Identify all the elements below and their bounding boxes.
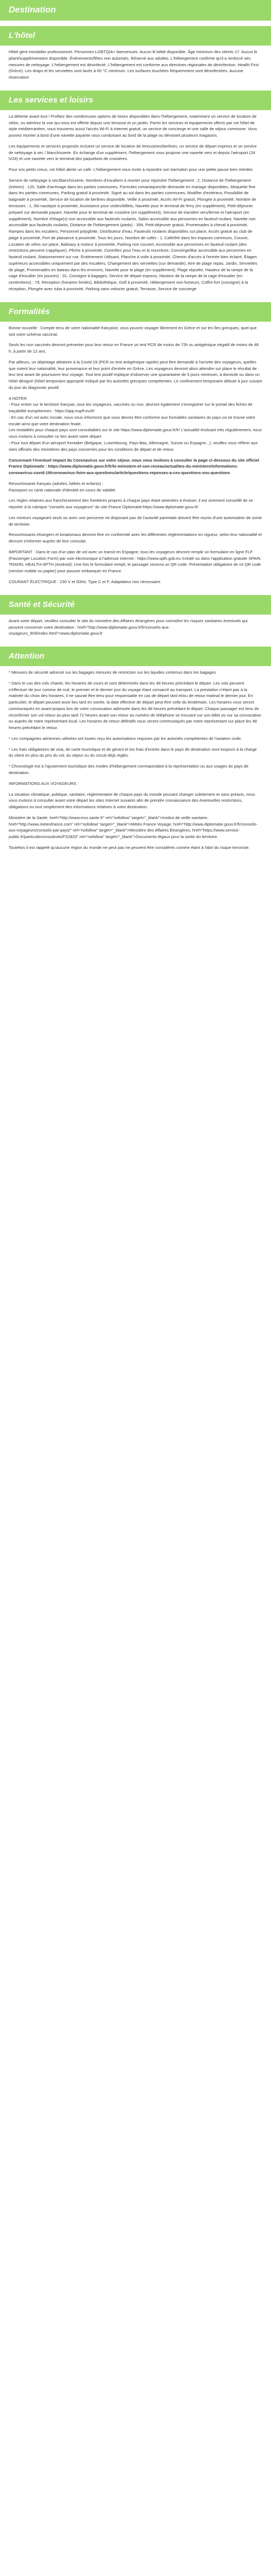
attention-item-1: * Mesures de sécurité adressé sur les bagages mesures de restriction sur les liquides contenus dans les bagages. bbox=[9, 670, 217, 675]
sante-title: Santé et Sécurité bbox=[0, 595, 271, 615]
formalites-paragraph-3: Par ailleurs, un dépistage aléatoire à la Covid-19 (PCR ou test antigénique rapide) peut être demandé à l'arrivée des voyageurs, quelles que soient leur nationalité, leur provenance et leur point d'entrée en Grèce. Les voyageurs devront alors attendre sur place le résultat de leur test avant de poursuivre leur voyage. Tout test positif implique d'observer une quarantaine de 5 jours minimum, à domicile ou dans un hôtel désigné (hôtel temporaire approprié indiqué par les autorités grecques compétentes. Le confinement temporaire débute à jour suivant du jour du diagnostic positif. bbox=[9, 359, 262, 390]
hotel-paragraph: Hôtel géré inmobilier professionnel. Personnes LGBTQIA+ bienvenues. Aucun lit bébé disponible. Âge minimum des clients 17. Aucun lit pliant/supplémentaire disponible. Événements/fêtes non autorisés. Réservé aux adultes. L'hébergement confirme qu'il a renforcé ses mesures de nettoyage. L'hébergement est désinfecté. L'hébergement est conforme aux directives régionales de désinfection. Health First (Grèce). Les draps et les serviettes sont lavés à 60 °C minimum. Les surfaces touchées fréquemment sont désinfectées. Aucune réservation bbox=[9, 49, 259, 80]
attention-section bbox=[0, 666, 271, 861]
attention-item-3: * Les compagnies aériennes utilisées ont toutes reçu les autorisations requises par les autorités compétentes de l'aviation civile. bbox=[9, 736, 242, 741]
formalites-paragraph-9: Ressortissants étrangers et binationaux devront être en conformité avec les différentes réglementations en vigueur, selon leur nationalité et devront s'informer auprès de leur consulat. bbox=[9, 532, 262, 544]
formalites-paragraph-6: Ressortissants français (adultes, bébés et enfants) : Passeport ou carte nationale d'identité en cours de validité. bbox=[9, 481, 117, 493]
formalites-paragraph-1: Bonne nouvelle : Compte tenu de votre nationalité française, vous pouvez voyager librement en Grèce et sur les îles grecques, quel que soit votre schéma vaccinal. bbox=[9, 325, 257, 337]
formalites-paragraph-4: A NOTER - Pour entrer sur le territoire français, tous les voyageurs, vaccinés ou non, devront également s'enregistrer sur le portail des fiches de traçabilité européennes : https://app.euplf.eu/#/ - En cas d'un vol avec escale, nous vous informons que vous devrez être conforme aux formalités sanitaires du pays où se trouve votre escale ainsi que votre destination finale. Les modalités pour chaque pays sont consultables sur le site https://www.diplomatie.gouv.fr/fr/ L'actualité évoluant très régulièrement, nous vous invitons à consulter ce lien avant votre départ. - Pour tout départ d'un aéroport frontalier (Belgique, Luxembourg, Pays-Bas, Allemagne, Suisse ou Espagne...), veuillez vous référer aux sites officiels des ministères des pays concernés pour les conditions de départ et de retour. bbox=[9, 395, 262, 452]
attention-title: Attention bbox=[0, 647, 271, 666]
services-paragraph-4: Service de nettoyage à sec/blanchisserie, Nombres d'escaliers à monter pour rejoindre l'hébergement : 2, Distance de l'hébergement (mètres) : 120, Salle d'arrimage dans les parties communes, Formules romantiques/de demande en mariage disponibles, Moquette fine dans les parties communes, Parking gratuit à proximité, Signé au sol dans les parties communes, Modifier d'extérieur, Possibilité de baignade à proximité, Service de location de berlines disponible, Veille à proximité, Accès Wi-Fi gratuit, Plongée à proximité, Nombre de terrasses : 1, Ski nautique à proximité, Assistance pour visites/billets, Navette pour le terminal de ferry (en supplément), Petit-déjeuner préparé sur demande payant, Navette pour le terminal de croisière (en supplément), Service de transfert vers/ferme et l'aéroport (en supplément), Nombre d'étage(s) non accessible aux fauteuils roulants, Salon accessible aux personnes en fauteuil roulant, Navette non accessible aux fauteuils roulants, Distance de l'hébergement (pieds) : 394, Petit-déjeuner gratuit, Promenades à cheval à proximité, Rampes dans les escaliers, Personnel polyglotte, Distributeur d'eau, Fauteuils roulants disponibles sur place, Accès gratuit au club de plage à proximité, Port de plaisance à proximité, Tous les jours, Nombre de cafés : 1, Café/thé dans les espaces communs, Couvre, Location de vélos sur place, Balisazy à moteur à proximité, Parking non couvert, Accessible aux personnes en fauteuil roulant (des restrictions peuvent s'appliquer), Pêche à proximité, Contrôles pour l'eau et la nourriture, Concierge/Bar accessible aux personnes en fauteuil roulant, Stationnement sur rue, Entièrement Utilisant, Planche à voile à proximité, Chemin d'accès à l'entrée bien éclairé, Étages supérieurs accessibles uniquement par des escaliers, Changement des serviettes (sur demande), Aire de plage repas, Jardin, Serviettes de plage, Promenades en bateau dans les environs, Navette pour la plage (en supplément), Plage réputée, Hauteur de la rampe de la cage d'escalier (en pouces) : 31, Consigne à bagages, Service de départ express, Hauteur de la rampe de la cage d'escalier (en centimètres) : 79, Réception (horaires limités), Bibliothèque, Golf à proximité, Hébergement non-fumeurs, Coffre-fort (consigne) à la réception, Plongée avec tuba à proximité, Parking sans voiturier gratuit, Terrasse, Service de concierge bbox=[9, 177, 257, 291]
attention-links-paragraph: Ministère de la Santé, href="http://www.invs.sante.fr" rel="nofollow" target="_blank">Institut de veille sanitaire, href="http://www.meteofrance.com" rel="nofollow" target="_blank">Météo France Voyage, href="http://www.diplomatie.gouv.fr/fr/conseils-aux-voyageurs/conseils-par-pays/" rel="nofollow" target="_blank">Ministère des Affaires Étrangères, href="https://www.service-public.fr/particuliers/vosdroits/F32833" rel="nofollow" target="_blank">Documents légaux pour la sortie du territoire. bbox=[9, 815, 258, 840]
sante-paragraph: Avant votre départ, veuillez consulter le site du ministère des Affaires étrangères pour connaître les risques sanitaires éventuels qui peuvent concerner votre destination : href="http://www.diplomatie.gouv.fr/fr/conseils-aux-voyageurs_909/index.html">www.diplomatie.gouv.fr bbox=[9, 618, 248, 636]
sante-section bbox=[0, 615, 271, 647]
formalites-paragraph-5: Concernant l'éventuel impact du Coronavirus sur votre séjour, nous vous invitons à consulter la page ci-dessous du site officiel France Diplomatie : https://www.diplomatie.gouv.fr/fr/le-ministere-et-son-reseau/actualites-du-ministere/informations-coronavirus-covid-19/coronavirus-foire-aux-questions/article/questions-reponses-a-ces-questions-vos-questions bbox=[9, 457, 260, 476]
hotel-title: L'hôtel bbox=[0, 26, 271, 46]
formalites-section bbox=[0, 322, 271, 595]
formalites-paragraph-2: Seuls les non vaccinés devront présenter pour leur retour en France un test PCR de moins de 72h ou antigénique négatif de moins de 48 h, à partir de 12 ans. bbox=[9, 342, 259, 354]
formalites-paragraph-7: Les règles relatives aux franchissement des frontières propres à chaque pays étant amenées à évoluer, il est vivement conseillé de se reporter à la rubrique "conseils aux voyageurs" du site France Diplomatie:https://www.diplomatie.gouv.fr/ bbox=[9, 498, 253, 510]
attention-item-5: * Chronologie est à l'ajustement touristique des modes d'hébergement correspondant à la représentation ou aux usages du pays de destination. bbox=[9, 764, 249, 776]
services-section bbox=[0, 110, 271, 302]
hotel-section bbox=[0, 46, 271, 91]
attention-item-4: * Les frais obligatoires de visa, de carte touristique et de gérant et les frais d'entrée dans le pays de destination sont toujours à la charge du client en plus du prix du vol, du séjour ou du circuit déjà réglés. bbox=[9, 746, 257, 758]
attention-item-2: * Dans le cas des vols charter, les horaires de cours et sont déterminés dans les 48 heures précédant le départ. Les vols peuvent s'effectuer de jour comme de nuit, le premier et le dernier jour du voyage étant consacré au transport. La prestation n'étant pas à la matinée du choix des horaires, il ne saurait être tenu pour responsable en cas de départ tard et/ou de retour matinal le dernier jour. En particulier, le départ pouvant avoir lieu tard en soirée, la date effective de départ peut être celle du lendemain. Les horaires vous seront communiqués en avant-propos lors de votre convocation adressée dans les 48 heures précédant le départ. Chaque passager est tenu de reconfirmer son vol retour au plus tard 72 heures avant son retour au numéro de téléphone se trouvant sur son billet ou sur sa convocation ou auprès de notre représentant local. Les horaires de retour définitifs vous seront communiqués par notre représentant sur place les 48 heures précédant le retour. bbox=[9, 680, 262, 731]
page bbox=[0, 0, 271, 861]
services-paragraph-2: Les équipements et services proposés incluent un service de location de limousines/berlines, un service de départ express et un service de nettoyage à sec / blanchisserie. En échange d'un supplément, l'hébergement vous propose une navette vers et depuis l'aéroport (24 h/24) et une navette vers le terminal des paquebots de croisières. bbox=[9, 143, 257, 162]
attention-footer-paragraph: Toutefois il est rappelé qu'aucune région du monde ne peut pas ne peuvent être considérés comme étant à l'abri du risque terroriste. bbox=[9, 845, 250, 850]
services-paragraph-3: Pour vos petits creux, cet hôtel abrite un café. L'hébergement vous invite à rejoindre son bar/salon pour une petite pause bien méritée. bbox=[9, 167, 254, 172]
formalites-paragraph-8: Les mineurs voyageant seuls ou avec une personne ne disposant pas de l'autorité parentale doivent être munis d'une autorisation de sortie de territoire. bbox=[9, 515, 262, 527]
services-title: Les services et loisirs bbox=[0, 91, 271, 110]
attention-info-paragraph: La situation climatique, politique, sanitaire, réglementaire de chaque pays du monde pouvant changer subitement et sans préavis, nous vous invitons à consulter avant votre départ les sites Internet suivants afin de prendre connaissance des éventuelles restrictions, obligations ou tout simplement des informations relatives à votre destination. bbox=[9, 791, 255, 810]
formalites-title: Formalités bbox=[0, 302, 271, 322]
destination-header: Destination bbox=[0, 0, 271, 21]
attention-info-title: INFORMATIONS AUX VOYAGEURS : bbox=[9, 781, 79, 786]
formalites-paragraph-10: IMPORTANT : Dans le cas d'un plan de vol avec un transit en Espagne, tous les voyageurs devront remplir un formulaire en ligne FLF (Passenger Location Form) par voie électronique à l'adresse internet : https://www.spth.gob.es /créalé ou dans l'application gratuite SPAIN TRAVEL HEALTH-SPTH (Android). Une fois le formulaire rempli, le passager recevra un QR code. Présentation obligatoire de ce QR code (version mobile ou papier) pour pouvoir embarquer en France. bbox=[9, 549, 261, 574]
services-paragraph-1: La détente avant tout ! Profitez des nombreuses options de loisirs disponibles dans l'hébergement, notamment un service de location de vélos, ou admirez la vue qui vous est offerte depuis une terrasse et un jardin. Parmi les services et équipements offerts par cet hôtel de style méditerranéen, vous trouverez aussi l'accès Wi-Fi à Internet gratuit, un service de concierge et une salle de séjour commune. Vous pouvez monter à bord d'une navette payante vous conduisant au bord de la plage ou dévorant plusieurs magasins. bbox=[9, 113, 257, 138]
formalites-paragraph-11: COURANT ÉLECTRIQUE : 230 V et 50Hz. Type C et F. Adaptateur non nécessaire. bbox=[9, 579, 162, 584]
